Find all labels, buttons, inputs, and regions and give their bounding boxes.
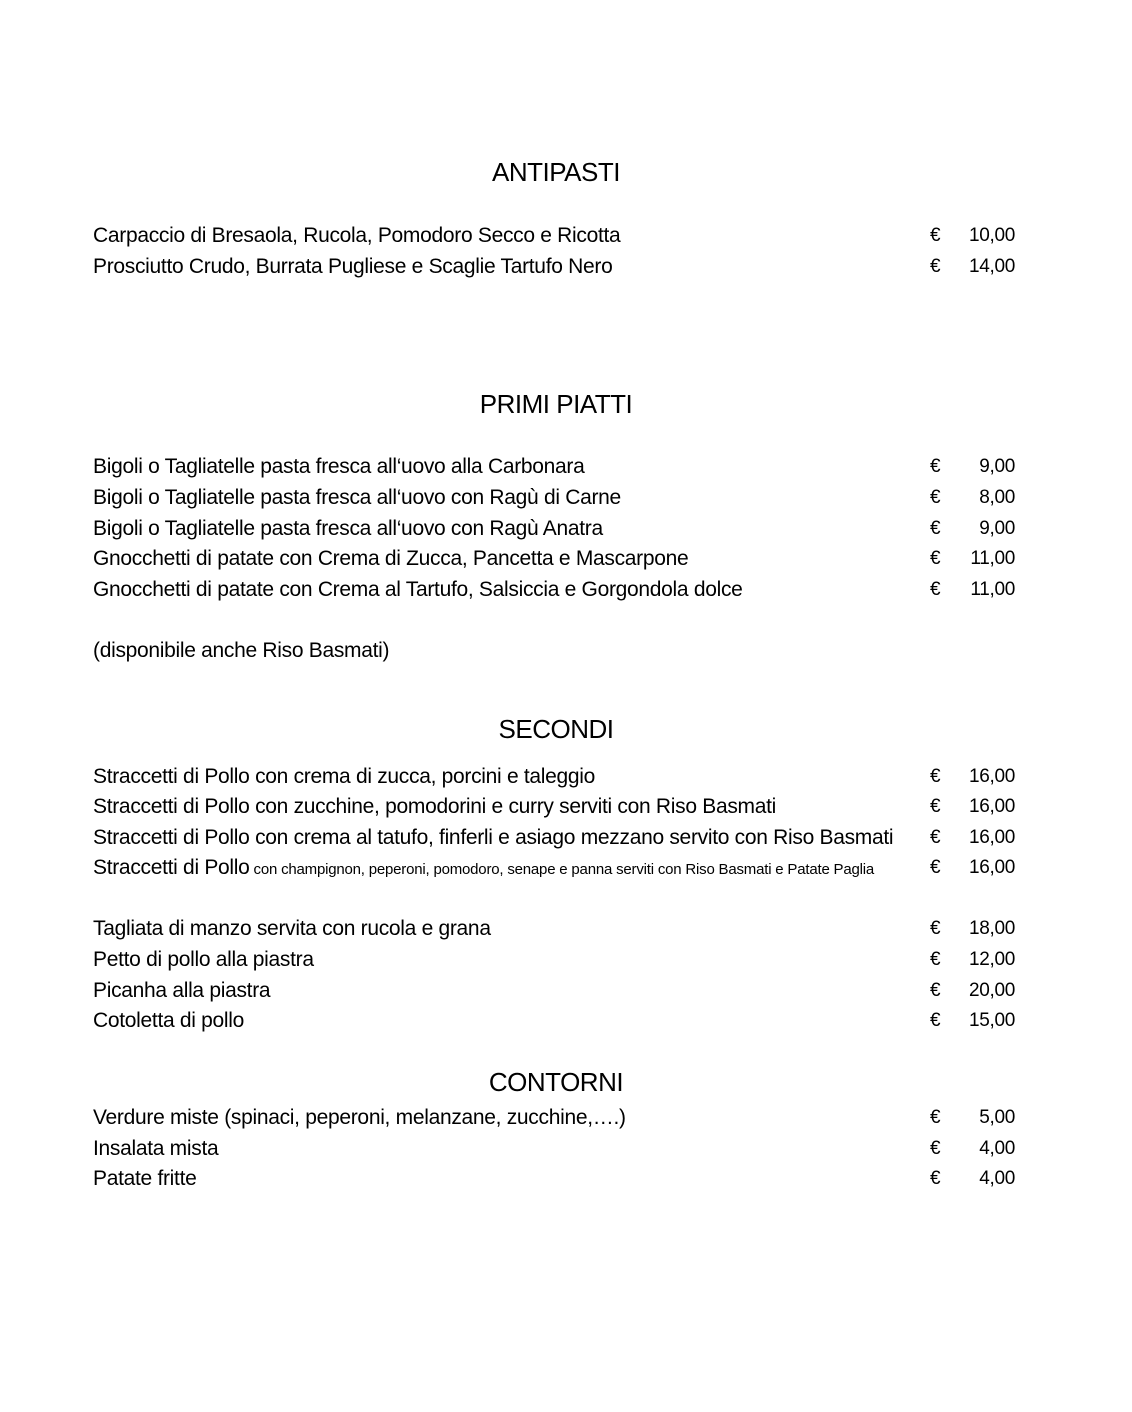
currency-symbol: € (930, 1107, 941, 1128)
currency-symbol: € (930, 518, 941, 539)
currency-symbol: € (930, 980, 941, 1001)
item-name: Insalata mista (93, 1137, 219, 1160)
item-price: 12,00 (968, 949, 1015, 970)
section-title-secondi: SECONDI (498, 714, 614, 744)
menu-item (93, 575, 1015, 605)
item-name-detail: con champignon, peperoni, pomodoro, senape e panna serviti con Riso Basmati e Patate Paglia (249, 861, 875, 878)
item-price: 8,00 (979, 487, 1015, 508)
item-price: 14,00 (968, 256, 1015, 277)
item-name: Tagliata di manzo servita con rucola e grana (93, 917, 491, 940)
item-price: 16,00 (968, 796, 1015, 817)
item-price: 16,00 (968, 766, 1015, 787)
menu-item (93, 221, 1015, 251)
item-price: 11,00 (970, 548, 1015, 569)
currency-symbol: € (930, 225, 941, 246)
currency-symbol: € (930, 456, 941, 477)
menu-item (93, 976, 1015, 1006)
item-name: Bigoli o Tagliatelle pasta fresca all‘uovo con Ragù Anatra (93, 517, 603, 540)
menu-item (93, 544, 1015, 574)
item-name: Cotoletta di pollo (93, 1009, 245, 1032)
menu-item (93, 452, 1015, 482)
item-price: 4,00 (979, 1168, 1015, 1189)
menu-item (93, 823, 1015, 853)
menu-item (93, 252, 1015, 282)
item-name-main: Straccetti di Pollo (93, 856, 250, 879)
currency-symbol: € (930, 256, 941, 277)
item-name: Straccetti di Pollo con crema al tatufo, finferli e asiago mezzano servito con Riso Basmati (93, 826, 894, 849)
item-price: 4,00 (979, 1138, 1015, 1159)
item-name: Gnocchetti di patate con Crema di Zucca, Pancetta e Mascarpone (93, 547, 689, 570)
item-price: 10,00 (968, 225, 1015, 246)
item-name: Carpaccio di Bresaola, Rucola, Pomodoro Secco e Ricotta (93, 224, 621, 247)
menu-item (93, 1164, 1015, 1194)
item-name: Petto di pollo alla piastra (93, 948, 314, 971)
menu-item (93, 1134, 1015, 1164)
item-price: 16,00 (968, 857, 1015, 878)
menu-item (93, 945, 1015, 975)
menu-item (93, 762, 1015, 792)
currency-symbol: € (930, 579, 941, 600)
item-price: 15,00 (968, 1010, 1015, 1031)
item-name: Picanha alla piastra (93, 979, 271, 1002)
menu-item (93, 792, 1015, 822)
item-price: 16,00 (968, 827, 1015, 848)
item-price: 20,00 (968, 980, 1015, 1001)
section-title-primi: PRIMI PIATTI (479, 389, 633, 419)
currency-symbol: € (930, 548, 941, 569)
item-price: 11,00 (970, 579, 1015, 600)
item-name: Prosciutto Crudo, Burrata Pugliese e Scaglie Tartufo Nero (93, 255, 613, 278)
currency-symbol: € (930, 857, 941, 878)
currency-symbol: € (930, 487, 941, 508)
item-name: Patate fritte (93, 1167, 197, 1190)
primi-note: (disponibile anche Riso Basmati) (93, 639, 390, 662)
currency-symbol: € (930, 766, 941, 787)
currency-symbol: € (930, 827, 941, 848)
item-name: Bigoli o Tagliatelle pasta fresca all‘uovo alla Carbonara (93, 455, 585, 478)
item-name: Gnocchetti di patate con Crema al Tartufo, Salsiccia e Gorgondola dolce (93, 578, 743, 601)
section-title-contorni: CONTORNI (488, 1067, 624, 1097)
item-price: 9,00 (979, 456, 1015, 477)
menu-item (93, 483, 1015, 513)
item-name: Bigoli o Tagliatelle pasta fresca all‘uovo con Ragù di Carne (93, 486, 621, 509)
item-name: Straccetti di Pollo con zucchine, pomodorini e curry serviti con Riso Basmati (93, 795, 777, 818)
menu-item (93, 1006, 1015, 1036)
currency-symbol: € (930, 949, 941, 970)
menu-item (93, 514, 1015, 544)
currency-symbol: € (930, 1010, 941, 1031)
item-name (93, 853, 874, 885)
item-price: 9,00 (979, 518, 1015, 539)
item-price: 18,00 (968, 918, 1015, 939)
currency-symbol: € (930, 1168, 941, 1189)
menu-item (93, 914, 1015, 944)
item-price: 5,00 (979, 1107, 1015, 1128)
currency-symbol: € (930, 918, 941, 939)
item-name: Verdure miste (spinaci, peperoni, melanzane, zucchine,….) (93, 1106, 626, 1129)
item-name: Straccetti di Pollo con crema di zucca, porcini e taleggio (93, 765, 596, 788)
currency-symbol: € (930, 796, 941, 817)
currency-symbol: € (930, 1138, 941, 1159)
menu-item (93, 1103, 1015, 1133)
section-title-antipasti: ANTIPASTI (492, 157, 620, 187)
menu-item (93, 853, 1015, 883)
